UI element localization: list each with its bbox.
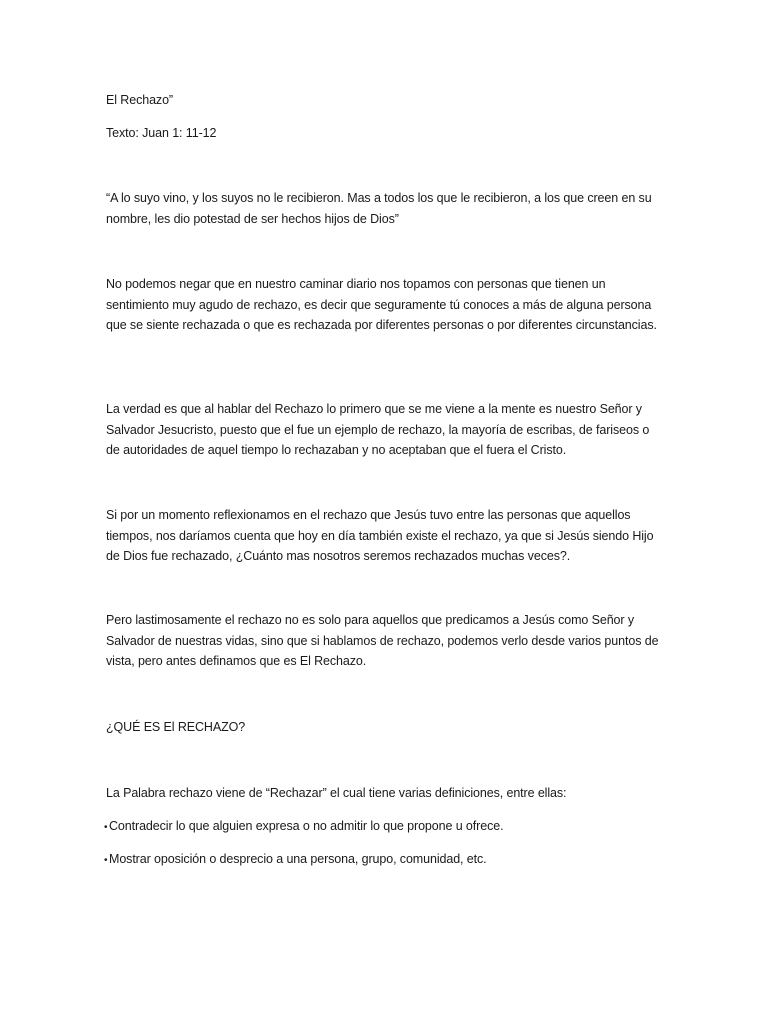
section-heading: ¿QUÉ ES El RECHAZO?: [106, 720, 246, 734]
bullet-icon: •: [104, 822, 108, 833]
paragraph-5: La Palabra rechazo viene de “Rechazar” el cual tiene varias definiciones, entre ellas:: [106, 786, 567, 800]
document-title: El Rechazo”: [106, 93, 173, 107]
bullet-item-1: [104, 816, 664, 839]
text-reference: Texto: Juan 1: 11-12: [106, 126, 217, 140]
paragraph-2: La verdad es que al hablar del Rechazo lo primero que se me viene a la mente es nuestro Señor y Salvador Jesucristo, puesto que el fue un ejemplo de rechazo, la mayoría de escribas, de fariseos o de autoridades de aquel tiempo lo rechazaban y no aceptaban que el fuera el Cristo.: [106, 402, 650, 457]
bullet-text-2: Mostrar oposición o desprecio a una persona, grupo, comunidad, etc.: [109, 852, 487, 866]
paragraph-4: Pero lastimosamente el rechazo no es solo para aquellos que predicamos a Jesús como Señor y Salvador de nuestras vidas, sino que si hablamos de rechazo, podemos verlo desde varios puntos de vista, pero antes definamos que es El Rechazo.: [106, 613, 659, 668]
bullet-icon: •: [104, 855, 108, 866]
verse-quote: “A lo suyo vino, y los suyos no le recibieron. Mas a todos los que le recibieron, a los que creen en su nombre, les dio potestad de ser hechos hijos de Dios”: [106, 191, 652, 226]
bullet-item-2: [104, 849, 664, 872]
paragraph-1: No podemos negar que en nuestro caminar diario nos topamos con personas que tienen un sentimiento muy agudo de rechazo, es decir que seguramente tú conoces a más de alguna persona que se siente rechazada o que es rechazada por diferentes personas o por diferentes circunstancias.: [106, 277, 657, 332]
bullet-text-1: Contradecir lo que alguien expresa o no admitir lo que propone u ofrece.: [109, 819, 504, 833]
paragraph-3: Si por un momento reflexionamos en el rechazo que Jesús tuvo entre las personas que aquellos tiempos, nos daríamos cuenta que hoy en día también existe el rechazo, ya que si Jesús siendo Hijo de Dios fue rechazado, ¿Cuánto mas nosotros seremos rechazados muchas veces?.: [106, 508, 654, 563]
